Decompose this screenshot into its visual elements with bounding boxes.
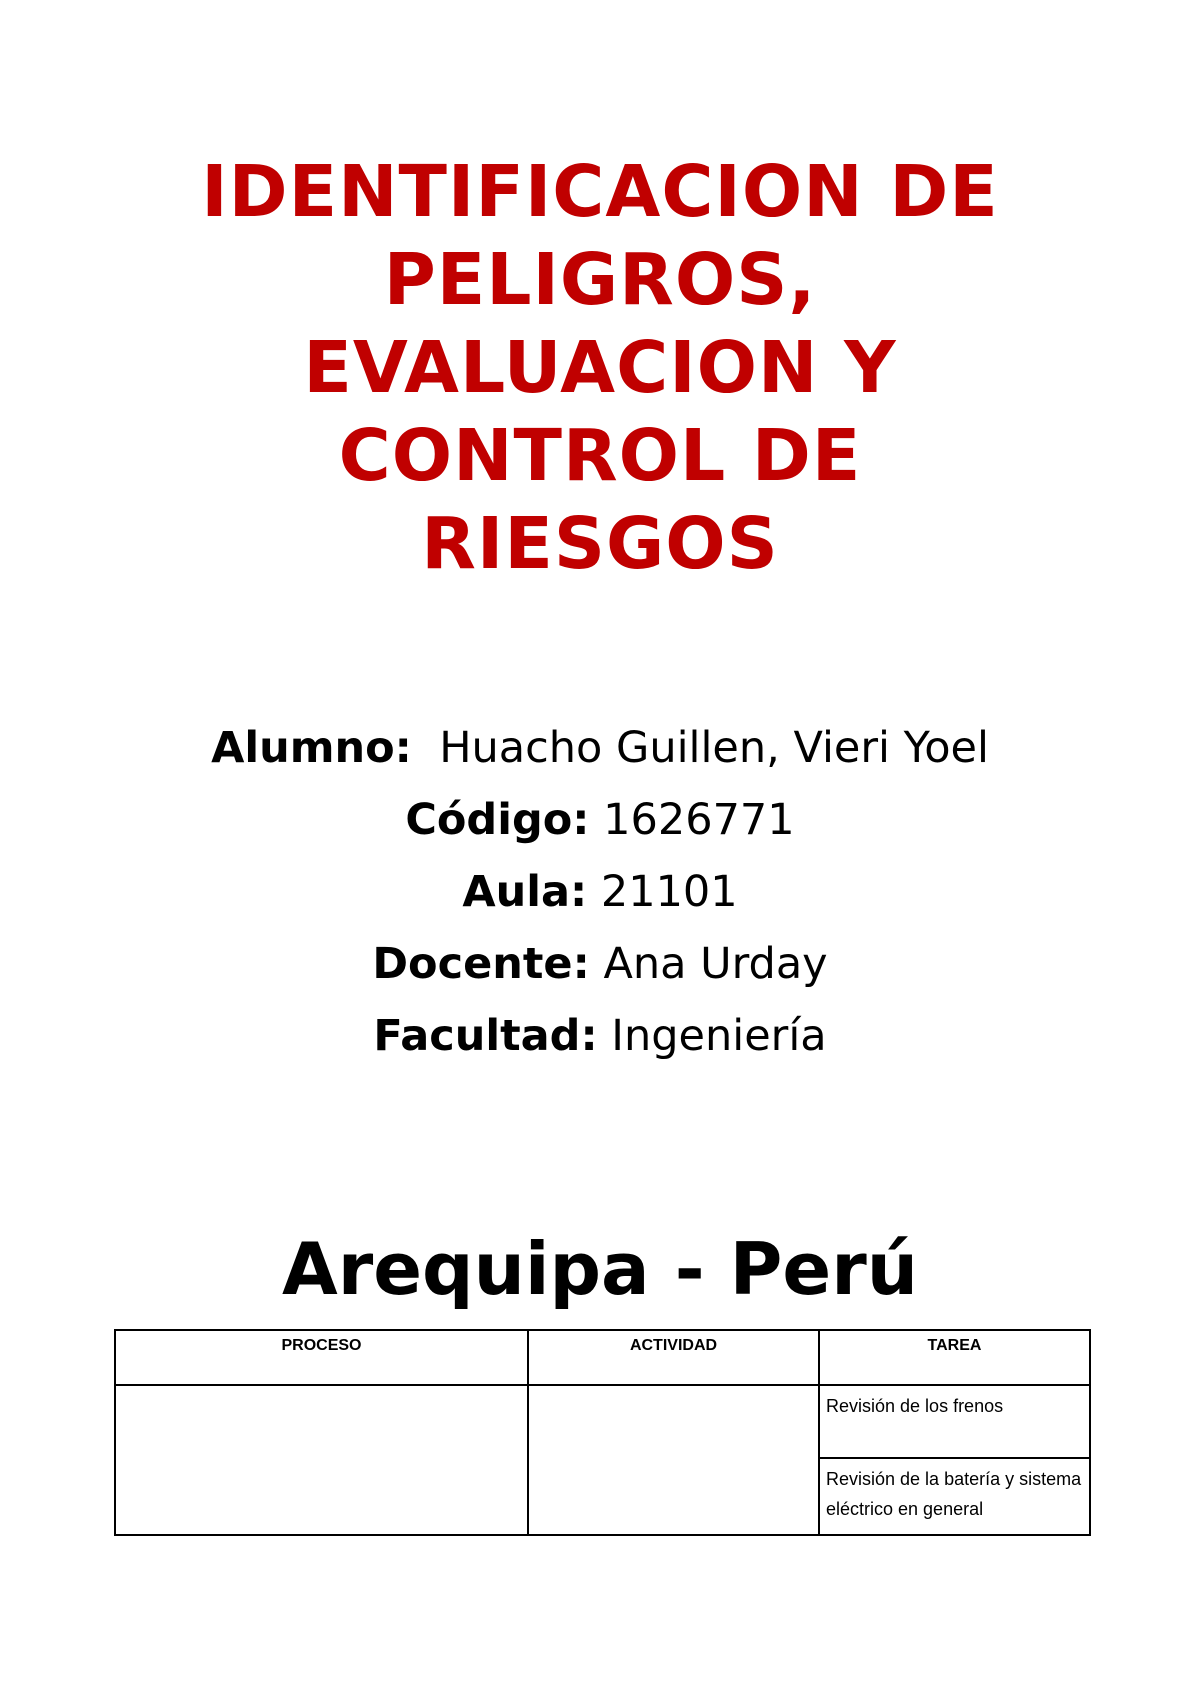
header-proceso: PROCESO — [115, 1330, 528, 1385]
table-row — [115, 1385, 1090, 1458]
cell-proceso — [115, 1385, 528, 1535]
title-line-1: IDENTIFICACION DE — [201, 150, 999, 233]
risk-table — [114, 1329, 1091, 1536]
document-title — [0, 148, 1200, 588]
cell-tarea: Revisión de los frenos — [819, 1385, 1090, 1458]
title-line-5: RIESGOS — [421, 502, 779, 585]
info-value-facultad: Ingeniería — [597, 1011, 827, 1061]
title-line-3: EVALUACION Y — [303, 326, 897, 409]
info-value-alumno: Huacho Guillen, Vieri Yoel — [411, 723, 989, 773]
cell-actividad — [528, 1385, 819, 1535]
info-row-aula — [0, 864, 1200, 920]
title-line-2: PELIGROS, — [383, 238, 817, 321]
info-row-codigo — [0, 792, 1200, 848]
info-value-codigo: 1626771 — [589, 795, 795, 845]
info-row-docente — [0, 936, 1200, 992]
info-row-alumno — [0, 720, 1200, 776]
info-value-docente: Ana Urday — [589, 939, 828, 989]
info-value-aula: 21101 — [587, 867, 738, 917]
header-tarea: TAREA — [819, 1330, 1090, 1385]
cell-tarea: Revisión de la batería y sistema eléctrico en general — [819, 1458, 1090, 1535]
info-row-facultad — [0, 1008, 1200, 1064]
location-heading: Arequipa - Perú — [281, 1227, 919, 1311]
table-header-row — [115, 1330, 1090, 1385]
info-label-codigo: Código: — [405, 795, 590, 845]
info-label-alumno: Alumno: — [211, 723, 412, 773]
header-actividad: ACTIVIDAD — [528, 1330, 819, 1385]
info-label-facultad: Facultad: — [373, 1011, 598, 1061]
info-label-aula: Aula: — [462, 867, 588, 917]
info-label-docente: Docente: — [372, 939, 590, 989]
title-line-4: CONTROL DE — [338, 414, 862, 497]
